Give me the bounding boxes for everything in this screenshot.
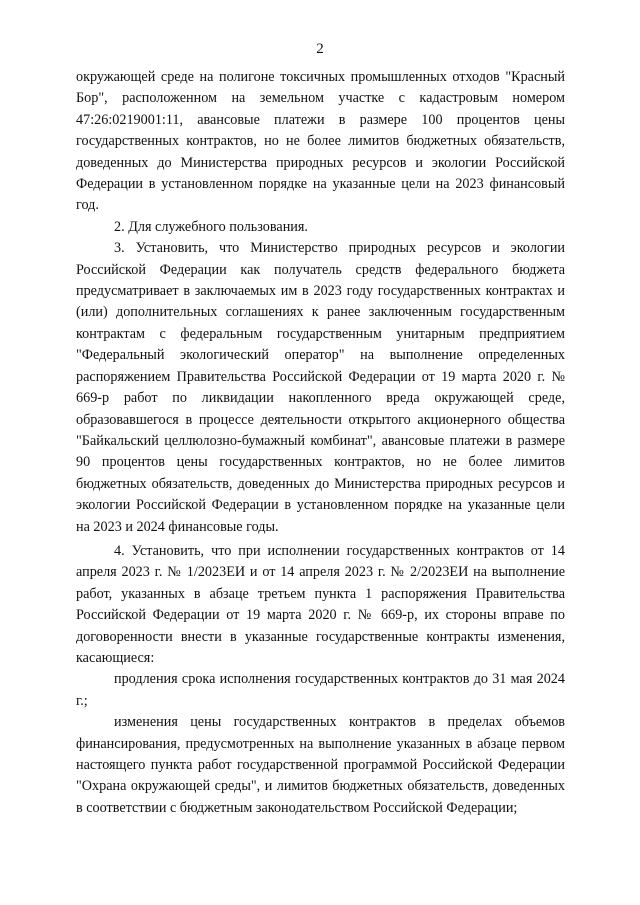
paragraph-item-4-subclause-price: изменения цены государственных контрактов в пределах объемов финансирования, предусмотренных на выполнение указанных в абзаце первом настоящего пункта работ государственной программой Российской Федерации "Охрана окружающей среды", и лимитов бюджетных обязательств, доведенных в соответствии с бюджетным законодательством Российской Федерации; [76,714,565,816]
paragraph-item-4-subclause-term: продления срока исполнения государственных контрактов до 31 мая 2024 г.; [76,671,565,709]
paragraph-item-2: 2. Для служебного пользования. [114,218,308,235]
document-body [76,67,565,819]
page-number: 2 [316,41,324,57]
paragraph-item-4: 4. Установить, что при исполнении государственных контрактов от 14 апреля 2023 г. № 1/2023ЕИ и от 14 апреля 2023 г. № 2/2023ЕИ на выполнение работ, указанных в абзаце третьем пункта 1 распоряжения Правительства Российской Федерации от 19 марта 2020 г. № 669-р, их стороны вправе по договоренности внести в указанные государственные контракты изменения, касающиеся: [76,542,565,666]
paragraph-item-3: 3. Установить, что Министерство природных ресурсов и экологии Российской Федерации как получатель средств федерального бюджета предусматривает в заключаемых им в 2023 году государственных контрактах и (или) дополнительных соглашениях к ранее заключенным государственным контрактам с федеральным государственным унитарным предприятием "Федеральный экологический оператор" на выполнение определенных распоряжением Правительства Российской Федерации от 19 марта 2020 г. № 669-р работ по ликвидации накопленного вреда окружающей среде, образовавшегося в процессе деятельности открытого акционерного общества "Байкальский целлюлозно-бумажный комбинат", авансовые платежи в размере 90 процентов цены государственных контрактов, но не более лимитов бюджетных обязательств, доведенных до Министерства природных ресурсов и экологии Российской Федерации в установленном порядке на указанные цели на 2023 и 2024 финансовые годы. [76,240,565,535]
paragraph-continuation: окружающей среде на полигоне токсичных промышленных отходов "Красный Бор", расположенном на земельном участке с кадастровым номером 47:26:0219001:11, авансовые платежи в размере 100 процентов цены государственных контрактов, но не более лимитов бюджетных обязательств, доведенных до Министерства природных ресурсов и экологии Российской Федерации в установленном порядке на указанные цели на 2023 финансовый год. [76,69,565,214]
